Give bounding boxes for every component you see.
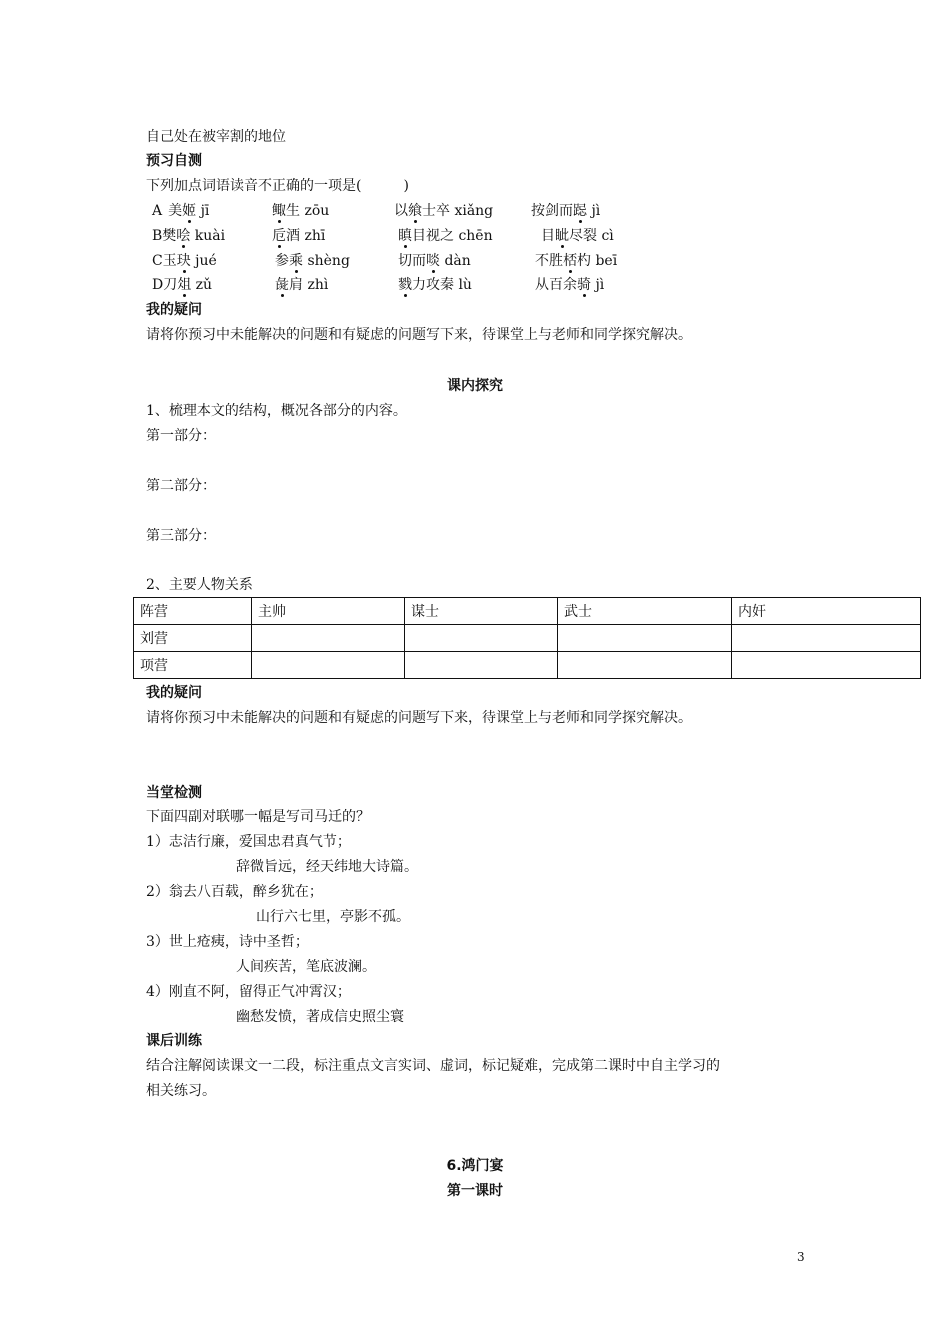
dotted-character: 飨 (408, 203, 422, 219)
pinyin-reading: 生 zōu (286, 203, 330, 219)
header-cell: 谋士 (405, 598, 558, 625)
table-cell: 项营 (134, 652, 252, 679)
lesson-subtitle: 第一课时 (447, 1183, 503, 1199)
option-text: 不胜 (535, 253, 563, 269)
option-item (272, 202, 329, 220)
task2-text: 2、主要人物关系 (146, 577, 253, 593)
option-text: 美 (168, 203, 183, 219)
option-item (398, 227, 493, 245)
couplet-second-line: 幽愁发愤，著成信史照尘寰 (236, 1009, 404, 1025)
option-label: D (152, 277, 164, 293)
option-text: 目 (541, 228, 555, 244)
option-text: 从百余 (535, 277, 577, 293)
header-cell: 内奸 (732, 598, 921, 625)
question-text: 下列加点词语读音不正确的一项是( ) (146, 178, 409, 194)
pinyin-reading: 士卒 xiǎng (422, 203, 494, 219)
table-cell (405, 625, 558, 652)
option-label: A (152, 203, 163, 219)
dotted-character: 俎 (177, 277, 192, 293)
option-item (535, 276, 604, 294)
option-text: 切而 (398, 253, 426, 269)
table-cell (405, 652, 558, 679)
couplet-second-line: 山行六七里，亭影不孤。 (256, 909, 410, 925)
preview-heading: 预习自测 (146, 153, 202, 169)
dotted-character: 跽 (573, 203, 587, 219)
check-question: 下面四副对联哪一幅是写司马迁的？ (146, 809, 370, 825)
inclass-heading: 课内探究 (447, 378, 503, 394)
pinyin-reading: jué (190, 253, 217, 269)
pinyin-reading: zǔ (191, 277, 213, 293)
pinyin-reading: jī (196, 203, 210, 219)
option-item (541, 227, 614, 245)
option-text: 参 (275, 253, 289, 269)
table-cell (558, 625, 732, 652)
header-cell: 主帅 (252, 598, 405, 625)
header-cell: 武士 (558, 598, 732, 625)
page-number: 3 (797, 1250, 805, 1264)
dotted-character: 眦 (555, 228, 569, 244)
my-question-heading: 我的疑问 (146, 302, 202, 318)
dotted-character: 桮 (563, 253, 577, 269)
dotted-character: 瞋 (398, 228, 412, 244)
table-cell (252, 625, 405, 652)
pinyin-reading: 肩 zhì (289, 277, 329, 293)
after-class-heading: 课后训练 (146, 1033, 202, 1049)
couplet-first-line: 2）翁去八百载，醉乡犹在； (146, 884, 323, 900)
table-cell (252, 652, 405, 679)
pinyin-reading: 目视之 chēn (412, 228, 493, 244)
dotted-character: 啖 (426, 253, 440, 269)
after-class-text: 结合注解阅读课文一二段，标注重点文言实词、虚词，标记疑难，完成第二课时中自主学习的 (146, 1058, 720, 1074)
dotted-character: 玦 (176, 253, 191, 269)
check-heading: 当堂检测 (146, 785, 202, 801)
pinyin-reading: 杓 beī (577, 253, 618, 269)
my-question-heading-2: 我的疑问 (146, 685, 202, 701)
dotted-character: 姬 (182, 203, 197, 219)
pinyin-reading: shèng (303, 253, 350, 269)
task1-text: 1、梳理本文的结构，概况各部分的内容。 (146, 403, 407, 419)
option-text: 玉 (162, 253, 177, 269)
pinyin-reading: jì (587, 203, 601, 219)
relationship-table (133, 597, 921, 679)
dotted-character: 卮 (272, 228, 286, 244)
table-row (134, 625, 921, 652)
couplet-second-line: 人间疾苦，笔底波澜。 (236, 959, 376, 975)
option-label: B (152, 228, 163, 244)
option-item (535, 252, 617, 270)
option-label: C (152, 253, 163, 269)
my-question-text-2: 请将你预习中未能解决的问题和有疑虑的问题写下来，待课堂上与老师和同学探究解决。 (146, 710, 692, 726)
table-cell: 刘营 (134, 625, 252, 652)
option-item (275, 252, 350, 270)
option-item (398, 276, 472, 294)
option-text: 按剑而 (531, 203, 573, 219)
dotted-character: 乘 (289, 253, 303, 269)
pinyin-reading: 尽裂 cì (569, 228, 614, 244)
pinyin-reading: 力攻秦 lù (412, 277, 472, 293)
part3-label: 第三部分： (146, 528, 216, 544)
lesson-title: 6.鸿门宴 (446, 1158, 504, 1174)
option-item (394, 202, 493, 220)
table-cell (732, 625, 921, 652)
after-class-text-cont: 相关练习。 (146, 1083, 216, 1099)
option-item (272, 227, 325, 245)
option-item (152, 276, 212, 294)
pinyin-reading: jì (591, 277, 605, 293)
option-item (531, 202, 600, 220)
couplet-first-line: 4）刚直不阿，留得正气冲霄汉； (146, 984, 351, 1000)
dotted-character: 鲰 (272, 203, 286, 219)
pinyin-reading: dàn (440, 253, 471, 269)
dotted-character: 戮 (398, 277, 412, 293)
intro-line: 自己处在被宰割的地位 (146, 129, 286, 145)
pinyin-reading: 酒 zhī (286, 228, 326, 244)
my-question-text: 请将你预习中未能解决的问题和有疑虑的问题写下来，待课堂上与老师和同学探究解决。 (146, 327, 692, 343)
option-text: 以 (394, 203, 408, 219)
couplet-second-line: 辞微旨远，经天纬地大诗篇。 (236, 859, 418, 875)
table-cell (558, 652, 732, 679)
option-item (152, 202, 209, 220)
couplet-first-line: 1）志洁行廉，爱国忠君真气节； (146, 834, 351, 850)
option-item (152, 252, 217, 270)
option-item (398, 252, 471, 270)
table-cell (732, 652, 921, 679)
table-header-row (134, 598, 921, 625)
dotted-character: 骑 (577, 277, 591, 293)
couplet-first-line: 3）世上疮痍，诗中圣哲； (146, 934, 309, 950)
option-item (152, 227, 225, 245)
option-text: 刀 (163, 277, 178, 293)
part2-label: 第二部分： (146, 478, 216, 494)
table-row (134, 652, 921, 679)
option-text: 樊 (162, 228, 177, 244)
option-item (275, 276, 328, 294)
dotted-character: 哙 (176, 228, 191, 244)
pinyin-reading: kuài (190, 228, 226, 244)
dotted-character: 彘 (275, 277, 289, 293)
part1-label: 第一部分： (146, 428, 216, 444)
header-cell: 阵营 (134, 598, 252, 625)
